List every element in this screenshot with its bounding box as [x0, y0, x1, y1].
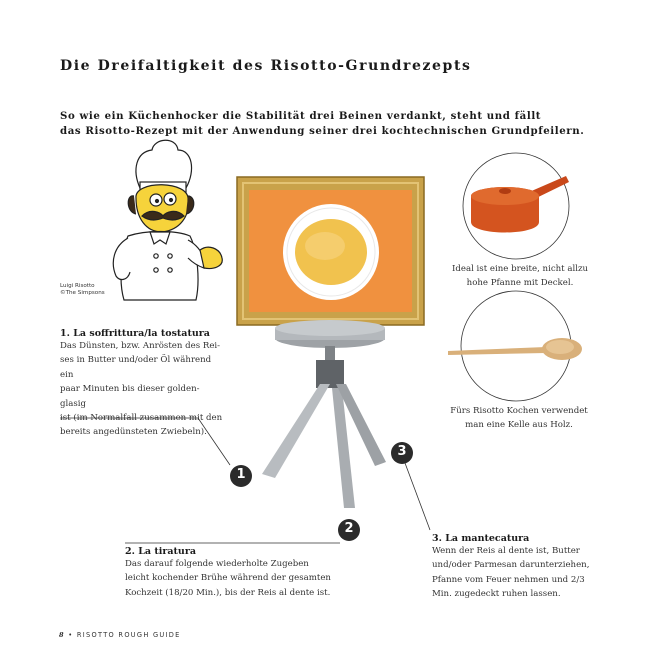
illustration-credit — [60, 283, 105, 297]
step-1-title: 1. La soffrittura/la tostatura — [60, 328, 210, 339]
step-2 — [125, 546, 355, 600]
intro-line-2: das Risotto-Rezept mit der Anwendung seiner drei kochtechnischen Grundpfeilern. — [60, 124, 585, 137]
step-1-line: paar Minuten bis dieser golden-glasig — [60, 384, 200, 409]
step-1-line: ses in Butter und/oder Öl während ein — [60, 355, 212, 380]
framed-risotto-picture — [237, 177, 424, 325]
page-footer — [59, 631, 181, 639]
step-2-body — [125, 557, 355, 600]
step-3-line: und/oder Parmesan darunterziehen, — [432, 560, 590, 571]
step-3-body — [432, 544, 632, 602]
step-1-line: ist (im Normalfall zusammen mit den — [60, 413, 223, 424]
step-3-line: Wenn der Reis al dente ist, Butter — [432, 546, 580, 556]
footer-separator: • — [68, 631, 74, 639]
connector-step3 — [405, 463, 430, 530]
step-3-title: 3. La mantecatura — [432, 533, 530, 544]
chef-illustration — [113, 140, 222, 300]
page-title: Die Dreifaltigkeit des Risotto-Grundrezepts — [60, 58, 472, 74]
spoon-inset — [448, 291, 582, 401]
spoon-caption — [436, 404, 602, 433]
spoon-caption-line-2: man eine Kelle aus Holz. — [465, 420, 573, 431]
step-2-title: 2. La tiratura — [125, 546, 196, 557]
spoon-caption-line-1: Fürs Risotto Kochen verwendet — [450, 406, 588, 416]
running-title: RISOTTO ROUGH GUIDE — [76, 631, 181, 639]
step-1-body — [60, 339, 225, 440]
credit-line-1: Luigi Risotto — [60, 283, 95, 289]
badge-number-3: 3 — [397, 444, 407, 459]
pan-caption-line-2: hohe Pfanne mit Deckel. — [466, 278, 574, 289]
step-1-line: bereits angedünsteten Zwiebeln). — [60, 427, 207, 438]
pan-caption-line-1: Ideal ist eine breite, nicht allzu — [451, 264, 589, 274]
step-3-line: Min. zugedeckt ruhen lassen. — [432, 589, 561, 600]
step-2-line: Das darauf folgende wiederholte Zugeben — [125, 559, 309, 569]
pan-caption — [440, 262, 600, 291]
badge-number-1: 1 — [236, 467, 246, 482]
step-2-line: leicht kochender Brühe während der gesamten — [125, 573, 331, 584]
step-3-line: Pfanne vom Feuer nehmen und 2/3 — [432, 574, 585, 585]
pan-inset — [463, 153, 569, 259]
step-2-line: Kochzeit (18/20 Min.), bis der Reis al dente ist. — [125, 587, 331, 598]
badge-number-2: 2 — [344, 521, 354, 536]
intro-text — [60, 109, 620, 138]
step-3 — [432, 533, 632, 602]
step-1 — [60, 328, 225, 440]
stool-illustration — [262, 320, 386, 508]
page-number: 8 — [59, 631, 65, 639]
credit-line-2: ©The Simpsons — [60, 290, 105, 296]
intro-line-1: So wie ein Küchenhocker die Stabilität drei Beinen verdankt, steht und fällt — [60, 110, 542, 122]
step-1-line: Das Dünsten, bzw. Anrösten des Rei- — [60, 341, 221, 351]
